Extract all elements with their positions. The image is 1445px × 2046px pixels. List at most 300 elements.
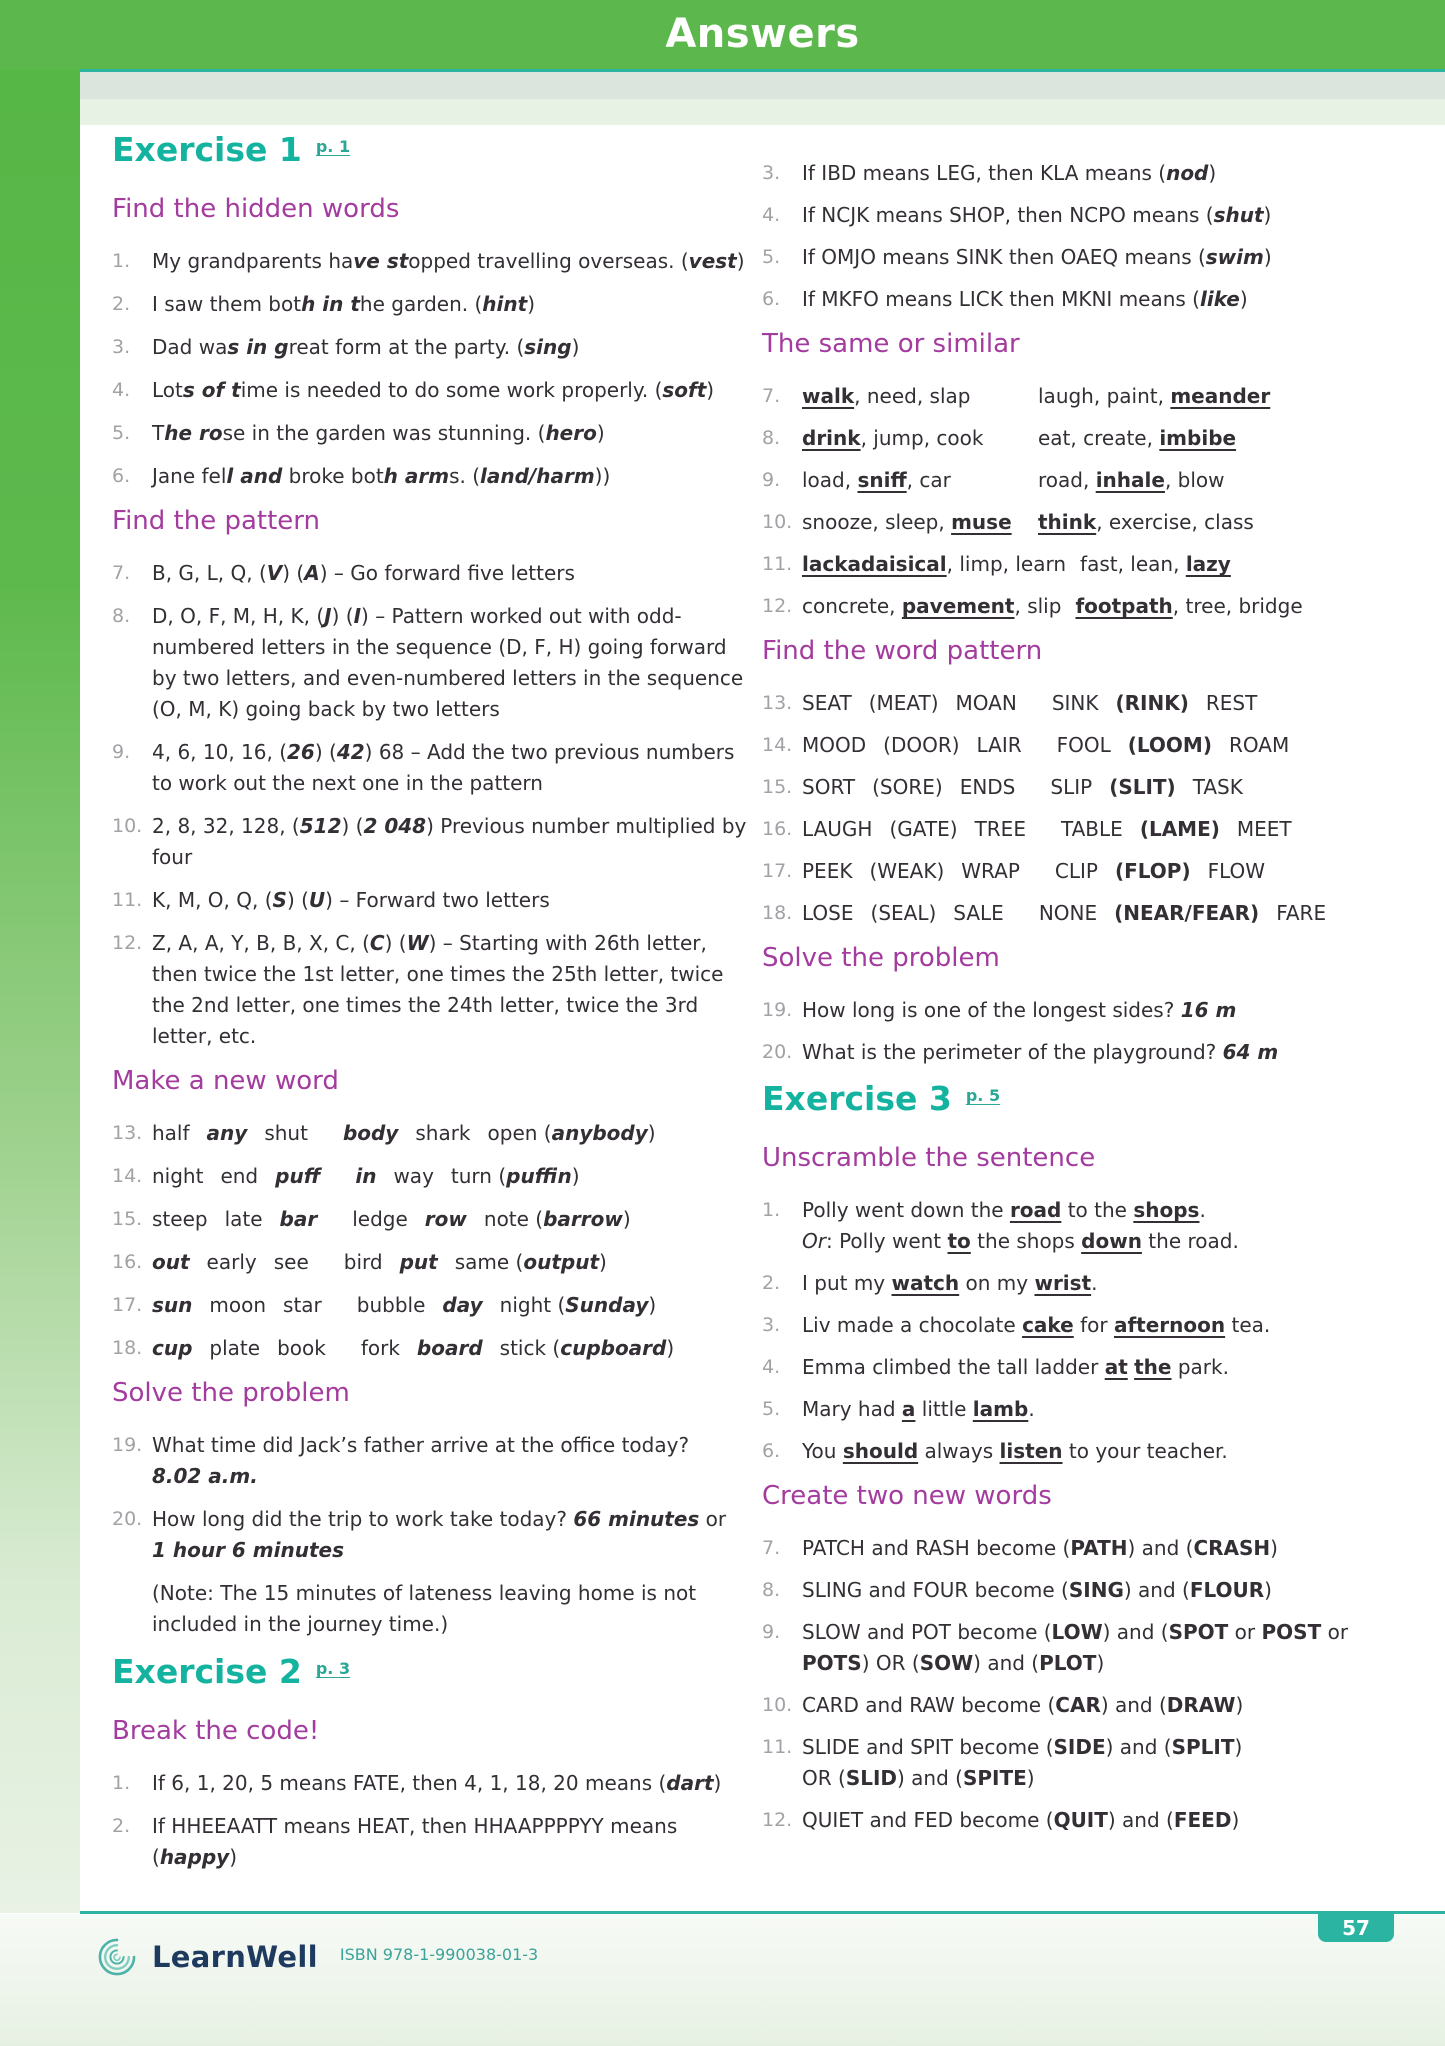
text-segment: any <box>206 1121 248 1145</box>
text-segment: Emma climbed the tall ladder <box>802 1355 1105 1379</box>
item-text <box>802 730 1442 761</box>
item-text <box>152 1578 748 1640</box>
text-segment: K, M, O, Q, ( <box>152 888 273 912</box>
list-item <box>762 814 1442 845</box>
text-segment: ) <box>1026 1766 1035 1790</box>
word-cell <box>869 688 939 719</box>
word-cell <box>960 772 1016 803</box>
text-segment: ) <box>571 335 580 359</box>
text-segment: output <box>523 1250 599 1274</box>
item-text <box>152 558 748 589</box>
list-item <box>112 885 748 916</box>
text-segment: book <box>277 1336 326 1360</box>
list-item <box>112 1578 748 1640</box>
list-item <box>112 1118 748 1149</box>
text-segment: POST <box>1261 1620 1322 1644</box>
item-text <box>152 1333 748 1364</box>
item-number: 15. <box>762 776 793 798</box>
text-segment: the <box>1134 1355 1172 1379</box>
text-segment: ) ( <box>282 561 305 585</box>
word-cell <box>1043 814 1123 845</box>
word-cell <box>500 1290 748 1321</box>
text-segment: inhale <box>1095 468 1165 492</box>
text-segment: shut <box>1213 203 1264 227</box>
text-segment: opped travelling overseas. ( <box>408 249 689 273</box>
section-heading: Find the pattern <box>112 506 320 536</box>
text-segment: If OMJO means SINK then OAEQ means ( <box>802 245 1206 269</box>
text-segment: LOW <box>1051 1620 1103 1644</box>
section-heading: The same or similar <box>762 329 1020 359</box>
text-segment: body <box>342 1121 399 1145</box>
item-text <box>802 898 1442 929</box>
item-number: 3. <box>762 1314 781 1336</box>
word-cell <box>343 1333 400 1364</box>
item-text <box>152 1811 748 1873</box>
item-number: 18. <box>762 902 793 924</box>
text-segment: LOSE <box>802 901 854 925</box>
text-segment: at <box>1104 1355 1128 1379</box>
text-segment: h arm <box>383 464 450 488</box>
word-cell <box>417 1333 483 1364</box>
text-segment: If IBD means LEG, then KLA means ( <box>802 161 1167 185</box>
text-segment: muse <box>951 510 1012 534</box>
text-segment: h in t <box>301 292 360 316</box>
text-segment: same ( <box>454 1250 524 1274</box>
text-segment: SING <box>1068 1578 1124 1602</box>
text-segment: lackadaisical <box>802 552 947 576</box>
list-item <box>762 856 1442 887</box>
word-cell <box>152 1290 192 1321</box>
text-segment: , need, slap <box>854 384 971 408</box>
text-segment: board <box>416 1336 483 1360</box>
item-text <box>802 995 1442 1026</box>
text-segment: If MKFO means LICK then MKNI means ( <box>802 287 1200 311</box>
text-segment: shark <box>415 1121 471 1145</box>
text-segment: ) and ( <box>1102 1620 1169 1644</box>
text-segment: eat, create, <box>1038 426 1160 450</box>
text-segment: open ( <box>487 1121 552 1145</box>
list-item <box>762 730 1442 761</box>
text-segment: ) <box>1231 1808 1240 1832</box>
text-segment: footpath <box>1075 594 1173 618</box>
item-number: 3. <box>762 162 781 184</box>
section-heading: Make a new word <box>112 1066 339 1096</box>
list-item <box>112 1430 748 1492</box>
item-text <box>802 1436 1442 1467</box>
text-segment: bubble <box>356 1293 426 1317</box>
text-segment: I <box>353 604 362 628</box>
text-segment: sun <box>152 1293 193 1317</box>
text-segment: ) <box>1096 1651 1105 1675</box>
text-segment: barrow <box>543 1207 623 1231</box>
text-segment: end <box>220 1164 259 1188</box>
text-segment: CRASH <box>1193 1536 1271 1560</box>
list-item <box>762 1617 1442 1679</box>
item-number: 19. <box>112 1434 143 1456</box>
item-text <box>152 885 748 916</box>
text-segment: ) <box>599 1250 607 1274</box>
list-item <box>762 200 1442 231</box>
item-text <box>802 423 1442 454</box>
item-number: 13. <box>762 692 793 714</box>
text-segment: PEEK <box>802 859 853 883</box>
item-number: 15. <box>112 1208 143 1230</box>
item-text <box>802 814 1442 845</box>
word-cell <box>400 1247 438 1278</box>
text-segment: half <box>152 1121 190 1145</box>
word-cell <box>488 1118 748 1149</box>
item-text <box>802 1037 1442 1068</box>
text-segment: S <box>272 888 287 912</box>
text-segment: I put my <box>802 1271 892 1295</box>
text-segment: dart <box>666 1771 714 1795</box>
list-item <box>762 423 1442 454</box>
page-link[interactable]: p. 3 <box>315 1659 351 1678</box>
list-item <box>112 1204 748 1235</box>
list-item <box>762 1394 1442 1425</box>
text-segment: ) <box>706 378 715 402</box>
text-segment: ) and ( <box>973 1651 1040 1675</box>
page-link[interactable]: p. 1 <box>315 137 351 156</box>
text-segment: ) OR ( <box>861 1651 920 1675</box>
word-cell <box>1114 898 1259 929</box>
item-number: 14. <box>112 1165 143 1187</box>
text-segment: Sunday <box>565 1293 649 1317</box>
right-column <box>762 158 1442 1847</box>
text-segment: star <box>283 1293 322 1317</box>
text-segment: always <box>918 1439 1000 1463</box>
text-segment: turn ( <box>450 1164 507 1188</box>
text-segment: CAR <box>1055 1693 1101 1717</box>
item-number: 19. <box>762 999 793 1021</box>
item-text <box>802 507 1442 538</box>
word-cell <box>889 814 957 845</box>
item-number: 4. <box>762 1356 781 1378</box>
list-item <box>112 1333 748 1364</box>
text-segment: bar <box>279 1207 318 1231</box>
text-segment: ) <box>1234 1735 1243 1759</box>
item-text <box>152 418 748 449</box>
word-cell <box>152 1333 192 1364</box>
text-segment: wrist <box>1034 1271 1092 1295</box>
text-segment: load, <box>802 468 858 492</box>
text-segment: night <box>152 1164 204 1188</box>
item-text <box>152 601 748 725</box>
item-text <box>802 591 1442 622</box>
list-item <box>762 242 1442 273</box>
word-cell <box>264 1118 308 1149</box>
pair-left <box>802 591 1061 622</box>
text-segment: ) <box>1239 287 1248 311</box>
text-segment: shut <box>264 1121 308 1145</box>
text-segment: like <box>1200 287 1240 311</box>
list-item <box>112 811 748 873</box>
text-segment: ) <box>1235 1693 1244 1717</box>
word-cell <box>1115 856 1191 887</box>
text-segment: ) <box>596 421 605 445</box>
left-column <box>112 130 748 1885</box>
text-segment: down <box>1081 1229 1142 1253</box>
section-heading: Find the word pattern <box>762 636 1043 666</box>
text-segment: DRAW <box>1166 1693 1236 1717</box>
text-segment: happy <box>159 1845 230 1869</box>
text-segment: concrete, <box>802 594 902 618</box>
word-cell <box>953 898 1004 929</box>
section-heading: Solve the problem <box>762 943 1000 973</box>
text-segment: 512 <box>299 814 342 838</box>
text-segment: SIDE <box>1053 1735 1106 1759</box>
text-segment: LAIR <box>976 733 1022 757</box>
text-segment: cup <box>152 1336 193 1360</box>
text-segment: If HHEEAATT means HEAT, then HHAAPPPPYY means ( <box>152 1814 678 1869</box>
page-link[interactable]: p. 5 <box>965 1086 1001 1105</box>
text-segment: SLIDE and SPIT become ( <box>802 1735 1054 1759</box>
item-number: 7. <box>762 1537 781 1559</box>
item-number: 16. <box>762 818 793 840</box>
text-segment: or <box>1321 1620 1349 1644</box>
pair-right <box>1080 549 1442 580</box>
text-segment: SORT <box>802 775 856 799</box>
word-cell <box>802 730 866 761</box>
text-segment: night ( <box>499 1293 566 1317</box>
item-text <box>802 549 1442 580</box>
word-cell <box>207 1247 257 1278</box>
list-item <box>112 246 748 277</box>
text-segment: ) <box>571 1164 580 1188</box>
text-segment: ) <box>1270 1536 1278 1560</box>
word-cell <box>1021 898 1097 929</box>
exercise-title-text: Exercise 1 <box>112 130 302 169</box>
text-segment: park. <box>1171 1355 1229 1379</box>
text-segment: ) and ( <box>1127 1536 1194 1560</box>
text-segment: or <box>699 1507 727 1531</box>
text-segment: ) <box>229 1845 238 1869</box>
item-number: 12. <box>762 595 793 617</box>
word-cell <box>872 772 943 803</box>
text-segment: should <box>842 1439 919 1463</box>
list-item <box>762 1533 1442 1564</box>
text-segment: swim <box>1205 245 1264 269</box>
text-segment: (SORE) <box>872 775 943 799</box>
item-number: 10. <box>762 511 793 533</box>
item-text <box>152 1430 748 1492</box>
text-segment: puffin <box>506 1164 572 1188</box>
list-item <box>762 549 1442 580</box>
text-segment: SLID <box>845 1766 898 1790</box>
item-number: 18. <box>112 1337 143 1359</box>
word-cell <box>451 1161 748 1192</box>
text-segment: nod <box>1166 161 1209 185</box>
list-item <box>112 1811 748 1873</box>
text-segment: hero <box>545 421 597 445</box>
item-number: 7. <box>112 562 131 584</box>
text-segment: 42 <box>336 740 365 764</box>
list-item <box>112 461 748 492</box>
item-text <box>152 1204 748 1235</box>
item-text <box>152 1768 748 1799</box>
list-item <box>762 284 1442 315</box>
text-segment: ) and ( <box>897 1766 963 1790</box>
list-item <box>112 289 748 320</box>
text-segment: (DOOR) <box>883 733 960 757</box>
text-segment: CLIP <box>1054 859 1098 883</box>
text-segment: ) – Starting with 26th letter, then twice the 1st letter, one times the 25th letter, twice the 2nd letter, one times the 24th letter, twice the 3rd letter, etc. <box>152 931 724 1048</box>
text-segment: SPOT <box>1168 1620 1229 1644</box>
word-cell <box>152 1247 190 1278</box>
pair-left <box>802 465 1024 496</box>
item-number: 8. <box>762 1579 781 1601</box>
list-item <box>762 465 1442 496</box>
word-cell <box>152 1118 190 1149</box>
text-segment: : Polly went <box>825 1229 948 1253</box>
text-segment: the shops <box>970 1229 1082 1253</box>
text-segment: CARD and RAW become ( <box>802 1693 1056 1717</box>
item-number: 17. <box>762 860 793 882</box>
list-item <box>762 1352 1442 1383</box>
text-segment: , jump, cook <box>860 426 984 450</box>
header-strip-light <box>80 99 1445 125</box>
item-number: 17. <box>112 1294 143 1316</box>
item-text <box>152 461 748 492</box>
word-cell <box>1237 814 1442 845</box>
text-segment: TABLE <box>1060 817 1123 841</box>
text-segment: cupboard <box>560 1336 667 1360</box>
text-segment: afternoon <box>1113 1313 1226 1337</box>
text-segment: shops <box>1133 1198 1200 1222</box>
text-segment: W <box>406 931 429 955</box>
text-segment: road, <box>1038 468 1096 492</box>
text-segment: ) <box>648 1293 657 1317</box>
text-segment: ) – Pattern worked out with odd-numbered letters in the sequence (D, F, H) going forward by two letters, and even-numbered letters in the sequence (O, M, K) going back by two letters <box>152 604 744 721</box>
item-number: 10. <box>112 815 143 837</box>
section-heading: Solve the problem <box>112 1378 350 1408</box>
text-segment: ime is needed to do some work properly. ( <box>240 378 663 402</box>
text-segment: MOAN <box>955 691 1017 715</box>
text-segment: he garden. ( <box>359 292 483 316</box>
text-segment: reat form at the party. ( <box>288 335 525 359</box>
exercise-title <box>762 1079 1442 1125</box>
header-strip-dark <box>80 72 1445 99</box>
item-text <box>802 1394 1442 1425</box>
text-segment: bird <box>343 1250 383 1274</box>
text-segment: ) <box>1263 203 1272 227</box>
pair-right <box>1038 381 1442 412</box>
text-segment: A <box>304 561 320 585</box>
text-segment: MOOD <box>802 733 867 757</box>
text-segment: plate <box>209 1336 261 1360</box>
text-segment: ledge <box>352 1207 408 1231</box>
word-cell <box>339 1290 426 1321</box>
text-segment: SALE <box>953 901 1004 925</box>
text-segment: 2, 8, 32, 128, ( <box>152 814 300 838</box>
list-item <box>762 1436 1442 1467</box>
text-segment: sniff <box>857 468 907 492</box>
item-number: 5. <box>762 246 781 268</box>
text-segment: If 6, 1, 20, 5 means FATE, then 4, 1, 18, 20 means ( <box>152 1771 667 1795</box>
pair-left <box>802 381 1024 412</box>
text-segment: ) ( <box>341 814 364 838</box>
list-item <box>762 772 1442 803</box>
list-item <box>112 1161 748 1192</box>
page-number-badge: 57 <box>1318 1914 1394 1942</box>
pair-right <box>1038 507 1442 538</box>
text-segment: FLOUR <box>1189 1578 1265 1602</box>
text-segment: , slip <box>1014 594 1062 618</box>
text-segment: ) <box>666 1336 675 1360</box>
item-number: 7. <box>762 385 781 407</box>
text-segment: D, O, F, M, H, K, ( <box>152 604 325 628</box>
text-segment: V <box>266 561 283 585</box>
text-segment: note ( <box>483 1207 544 1231</box>
item-number: 8. <box>112 605 131 627</box>
item-number: 9. <box>762 1621 781 1643</box>
item-number: 6. <box>762 1440 781 1462</box>
word-cell <box>455 1247 748 1278</box>
text-segment: ) <box>1264 1578 1272 1602</box>
text-segment: 66 minutes <box>573 1507 700 1531</box>
list-item <box>762 507 1442 538</box>
text-segment: ) 68 – Add the two previous numbers to work out the next one in the pattern <box>152 740 735 795</box>
list-item <box>112 418 748 449</box>
word-cell <box>500 1333 748 1364</box>
item-number: 6. <box>762 288 781 310</box>
text-segment: meander <box>1170 384 1271 408</box>
list-item <box>762 158 1442 189</box>
text-segment: broke bot <box>282 464 384 488</box>
word-cell <box>274 1247 309 1278</box>
item-text <box>802 242 1442 273</box>
pair-left <box>802 423 1024 454</box>
word-cell <box>1140 814 1220 845</box>
list-item <box>762 1805 1442 1836</box>
item-text <box>152 246 748 277</box>
text-segment: stick ( <box>499 1336 561 1360</box>
text-segment: ) <box>736 249 745 273</box>
word-cell <box>956 688 1017 719</box>
word-cell <box>871 898 937 929</box>
item-number: 12. <box>112 932 143 954</box>
bottom-teal-rule <box>80 1911 1445 1914</box>
text-segment: C <box>369 931 385 955</box>
text-segment: FEED <box>1173 1808 1232 1832</box>
item-number <box>112 1578 152 1640</box>
text-segment: , exercise, class <box>1096 510 1254 534</box>
text-segment: ) – Forward two letters <box>325 888 550 912</box>
text-segment: 64 m <box>1222 1040 1279 1064</box>
brand-row <box>96 1936 538 1978</box>
text-segment: . <box>1028 1397 1035 1421</box>
text-segment: B, G, L, Q, ( <box>152 561 267 585</box>
word-cell <box>209 1333 260 1364</box>
item-text <box>802 1352 1442 1383</box>
text-segment: OR ( <box>802 1766 846 1790</box>
text-segment: What time did Jack’s father arrive at the office today? <box>152 1433 690 1457</box>
pair-left <box>802 549 1066 580</box>
list-item <box>112 1768 748 1799</box>
text-segment: . <box>1091 1271 1098 1295</box>
text-segment: ) ( <box>384 931 407 955</box>
text-segment: s. ( <box>449 464 481 488</box>
text-segment: or <box>1228 1620 1262 1644</box>
text-segment: land/harm <box>480 464 595 488</box>
text-segment: (WEAK) <box>869 859 945 883</box>
text-segment: PATCH and RASH become ( <box>802 1536 1071 1560</box>
item-text <box>802 1268 1442 1299</box>
text-segment: Polly went down the <box>802 1198 1010 1222</box>
text-segment: SOW <box>919 1651 974 1675</box>
text-segment: My grandparents ha <box>152 249 354 273</box>
spiral-logo-icon <box>96 1936 138 1978</box>
